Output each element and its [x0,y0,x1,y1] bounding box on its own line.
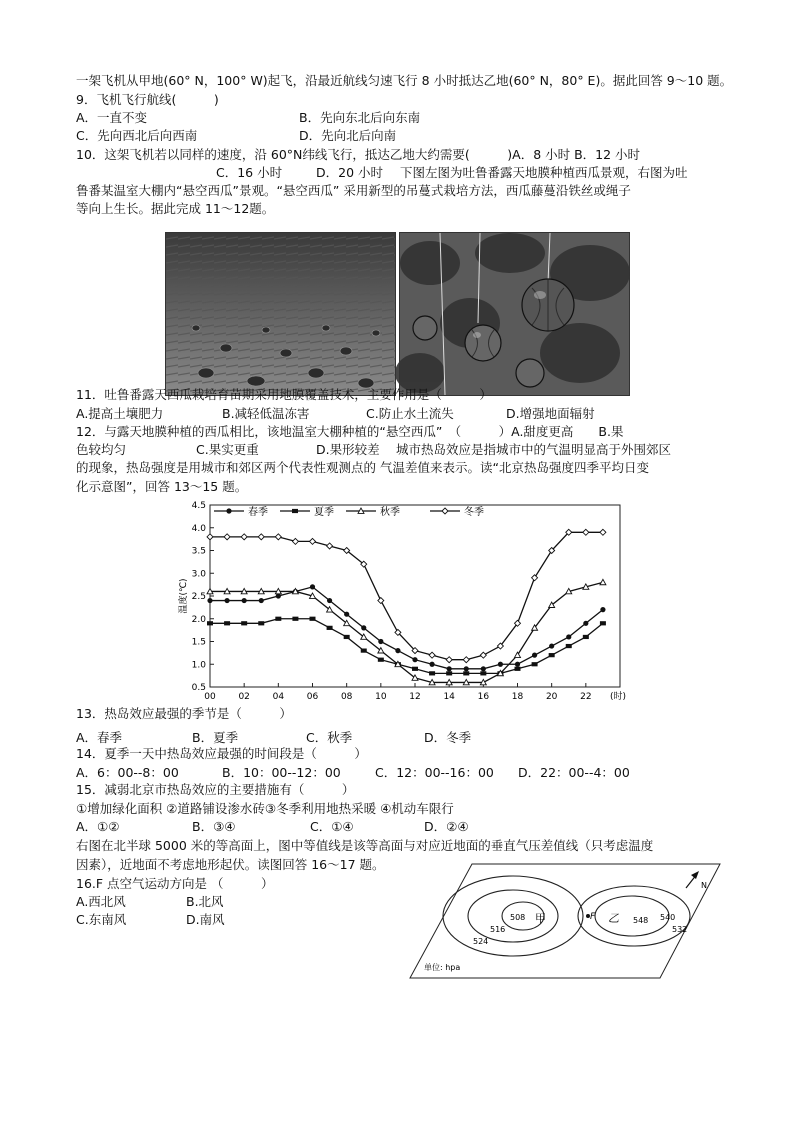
heat-island-chart [179,497,630,705]
data-point-summer [446,671,452,675]
q9-stem: 9．飞机飞行航线( ) [76,92,219,107]
y-tick-label: 2.5 [191,592,206,602]
q16-option-a: A.西北风 [76,894,126,909]
series-line-2 [210,582,603,682]
data-point-winter [583,529,589,535]
data-point-spring [259,598,264,603]
data-point-summer [549,653,555,657]
y-tick-label: 2.0 [191,614,206,625]
q14-option-d: D．22：00--4：00 [518,765,630,780]
q12-stem: 12．与露天地膜种植的西瓜相比，该地温室大棚种植的“悬空西瓜” （ ）A.甜度更高 B.果 [76,424,624,439]
q9-option-a: A．一直不变 [76,110,148,125]
y-tick-label: 1.5 [191,637,206,648]
data-point-winter [258,534,264,540]
y-tick-label: 1.0 [191,660,206,671]
x-tick-label: 08 [340,692,353,702]
data-point-summer [412,667,418,671]
q14-option-b: B．10：00--12：00 [222,765,341,780]
q15-stem: 15．减弱北京市热岛效应的主要措施有（ ） [76,782,355,797]
q13-option-c: C．秋季 [306,730,353,745]
q13-option-a: A．春季 [76,730,123,745]
intro-13-15-line2: 的现象，热岛强度是用城市和郊区两个代表性观测点的 气温差值来表示。读“北京热岛强度四季平均日变 [76,460,649,475]
data-point-winter [446,657,452,663]
x-tick-label: 16 [477,692,490,702]
y-tick-label: 4.5 [191,501,206,511]
q11-option-b: B.减轻低温冻害 [222,406,310,421]
q13-stem: 13．热岛效应最强的季节是（ ） [76,706,292,721]
x-tick-label: 00 [204,692,216,702]
data-point-spring [226,508,231,513]
label-508: 508 [510,913,526,922]
data-point-spring [344,612,349,617]
data-point-spring [481,666,486,671]
data-point-spring [361,625,366,630]
label-yi: 乙 [608,912,619,925]
data-point-summer [275,617,281,621]
data-point-spring [566,634,571,639]
data-point-summer [258,621,264,625]
data-point-autumn [600,579,606,584]
data-point-summer [532,662,538,666]
data-point-spring [224,598,229,603]
q14-option-c: C．12：00--16：00 [375,765,494,780]
intro-9-10: 一架飞机从甲地(60° N，100° W)起飞，沿最近航线匀速飞行 8 小时抵达乙地(60° N，80° E)。据此回答 9～10 题。 [76,73,733,88]
q10-stem: 10．这架飞机若以同样的速度，沿 60°N纬线飞行，抵达乙地大约需要( )A．8 小时 B．12 小时 [76,147,641,162]
data-point-spring [600,607,605,612]
legend-label-3: 冬季 [464,507,484,518]
y-tick-label: 3.5 [191,546,206,557]
data-point-spring [327,598,332,603]
q11-option-a: A.提高土壤肥力 [76,406,164,421]
data-point-winter [224,534,230,540]
data-point-spring [498,662,503,667]
intro-11-12-line3: 等向上生长。据此完成 11～12题。 [76,201,275,216]
y-tick-label: 4.0 [191,523,206,534]
data-point-spring [395,648,400,653]
data-point-winter [442,508,448,514]
data-point-winter [327,543,333,549]
series-line-1 [210,619,603,674]
data-point-summer [224,621,230,625]
data-point-summer [292,617,298,621]
data-point-winter [378,598,384,604]
data-point-winter [275,534,281,540]
data-point-winter [480,652,486,658]
q14-stem: 14．夏季一天中热岛效应最强的时间段是（ ） [76,746,367,761]
label-548: 548 [633,916,649,925]
legend-label-0: 春季 [248,507,268,518]
q12-option-b-cont: 色较均匀 [76,442,127,457]
x-tick-label: 22 [580,692,592,702]
data-point-spring [515,662,520,667]
label-jia: 甲 [535,912,546,925]
data-point-summer [292,509,298,513]
q16-option-c: C.东南风 [76,912,127,927]
data-point-summer [600,621,606,625]
q10-option-c: C．16 小时 [216,165,283,180]
q15-option-c: C．①④ [310,819,354,834]
data-point-summer [566,644,572,648]
y-tick-label: 0.5 [191,683,206,693]
q16-stem: 16.F 点空气运动方向是 （ ） [76,876,274,891]
intro-11-12-line1: 下图左图为吐鲁番露天地膜种植西瓜景观，右图为吐 [400,165,688,180]
data-point-spring [412,657,417,662]
intro-13-15-line1: 城市热岛效应是指城市中的气温明显高于外围郊区 [396,442,672,457]
label-north: N [701,881,707,890]
x-tick-label: 18 [511,692,524,702]
data-point-winter [310,538,316,544]
q13-option-b: B．夏季 [192,730,239,745]
q15-option-b: B．③④ [192,819,236,834]
data-point-winter [463,657,469,663]
legend-label-1: 夏季 [314,507,334,518]
q14-option-a: A．6：00--8：00 [76,765,179,780]
data-point-spring [310,584,315,589]
data-point-summer [327,626,333,630]
data-point-winter [207,534,213,540]
data-point-summer [378,658,384,662]
label-unit: 单位: hpa [424,963,461,972]
q16-option-d: D.南风 [186,912,225,927]
x-tick-label: 02 [238,692,250,702]
data-point-summer [429,671,435,675]
hanging-watermelon-photo [399,232,630,396]
x-axis-label: (时) [609,692,627,702]
data-point-summer [515,667,521,671]
x-tick-label: 04 [272,692,285,702]
series-line-0 [210,587,603,669]
pressure-diagram-svg [410,862,722,980]
q15-items: ①增加绿化面积 ②道路铺设渗水砖③冬季利用地热采暖 ④机动车限行 [76,801,454,816]
label-f: F [590,912,596,922]
q9-option-d: D．先向北后向南 [299,128,397,143]
data-point-summer [583,635,589,639]
intro-11-12-line2: 鲁番某温室大棚内“悬空西瓜”景观。“悬空西瓜” 采用新型的吊蔓式栽培方法，西瓜藤蔓沿铁丝或绳子 [76,183,631,198]
hanging-melon-photo-art [400,233,629,395]
q10-option-d: D．20 小时 [316,165,384,180]
legend-label-2: 秋季 [380,507,400,518]
q15-option-a: A．①② [76,819,120,834]
data-point-summer [361,649,367,653]
x-tick-label: 06 [306,692,319,702]
intro-16-17-line2: 因素），近地面不考虑地形起伏。读图回答 16～17 题。 [76,857,385,872]
label-540: 540 [660,913,676,922]
open-field-photo-art [166,233,395,395]
intro-13-15-line3: 化示意图”，回答 13～15 题。 [76,479,248,494]
data-point-spring [583,621,588,626]
q11-option-d: D.增强地面辐射 [506,406,595,421]
q15-option-d: D．②④ [424,819,469,834]
north-arrow-icon [691,871,699,879]
label-516: 516 [490,925,506,934]
q9-option-b: B．先向东北后向东南 [299,110,421,125]
intro-16-17-line1: 右图在北半球 5000 米的等高面上，图中等值线是该等高面与对应近地面的垂直气压差值线（只考虑温度 [76,838,654,853]
isoline-540 [595,896,669,936]
x-tick-label: 20 [545,692,558,702]
data-point-spring [242,598,247,603]
label-532: 532 [672,925,688,934]
data-point-winter [600,529,606,535]
q11-stem: 11．吐鲁番露天西瓜栽培育苗期采用地膜覆盖技术，主要作用是（ ） [76,387,492,402]
y-tick-label: 3.0 [191,569,206,580]
data-point-spring [549,643,554,648]
data-point-spring [532,653,537,658]
x-tick-label: 12 [409,692,421,702]
q12-option-c: C.果实更重 [196,442,259,457]
data-point-winter [292,538,298,544]
label-524: 524 [473,937,489,946]
pressure-isoline-diagram [410,862,722,980]
data-point-spring [378,639,383,644]
x-tick-label: 14 [443,692,455,702]
x-tick-label: 10 [375,692,387,702]
q12-option-d: D.果形较差 [316,442,380,457]
data-point-winter [532,575,538,581]
data-point-spring [207,598,212,603]
q9-option-c: C．先向西北后向西南 [76,128,198,143]
q16-option-b: B.北风 [186,894,224,909]
data-point-spring [447,666,452,671]
data-point-winter [429,652,435,658]
data-point-summer [310,617,316,621]
data-point-summer [207,621,213,625]
series-line-3 [210,532,603,659]
y-axis-label: 温度(℃) [179,578,189,614]
q11-option-c: C.防止水土流失 [366,406,454,421]
data-point-winter [241,534,247,540]
data-point-summer [480,671,486,675]
heat-island-chart-svg [179,497,630,705]
data-point-spring [464,666,469,671]
data-point-summer [463,671,469,675]
q13-option-d: D．冬季 [424,730,472,745]
data-point-spring [429,662,434,667]
data-point-summer [344,635,350,639]
open-field-watermelon-photo [165,232,396,396]
data-point-summer [241,621,247,625]
